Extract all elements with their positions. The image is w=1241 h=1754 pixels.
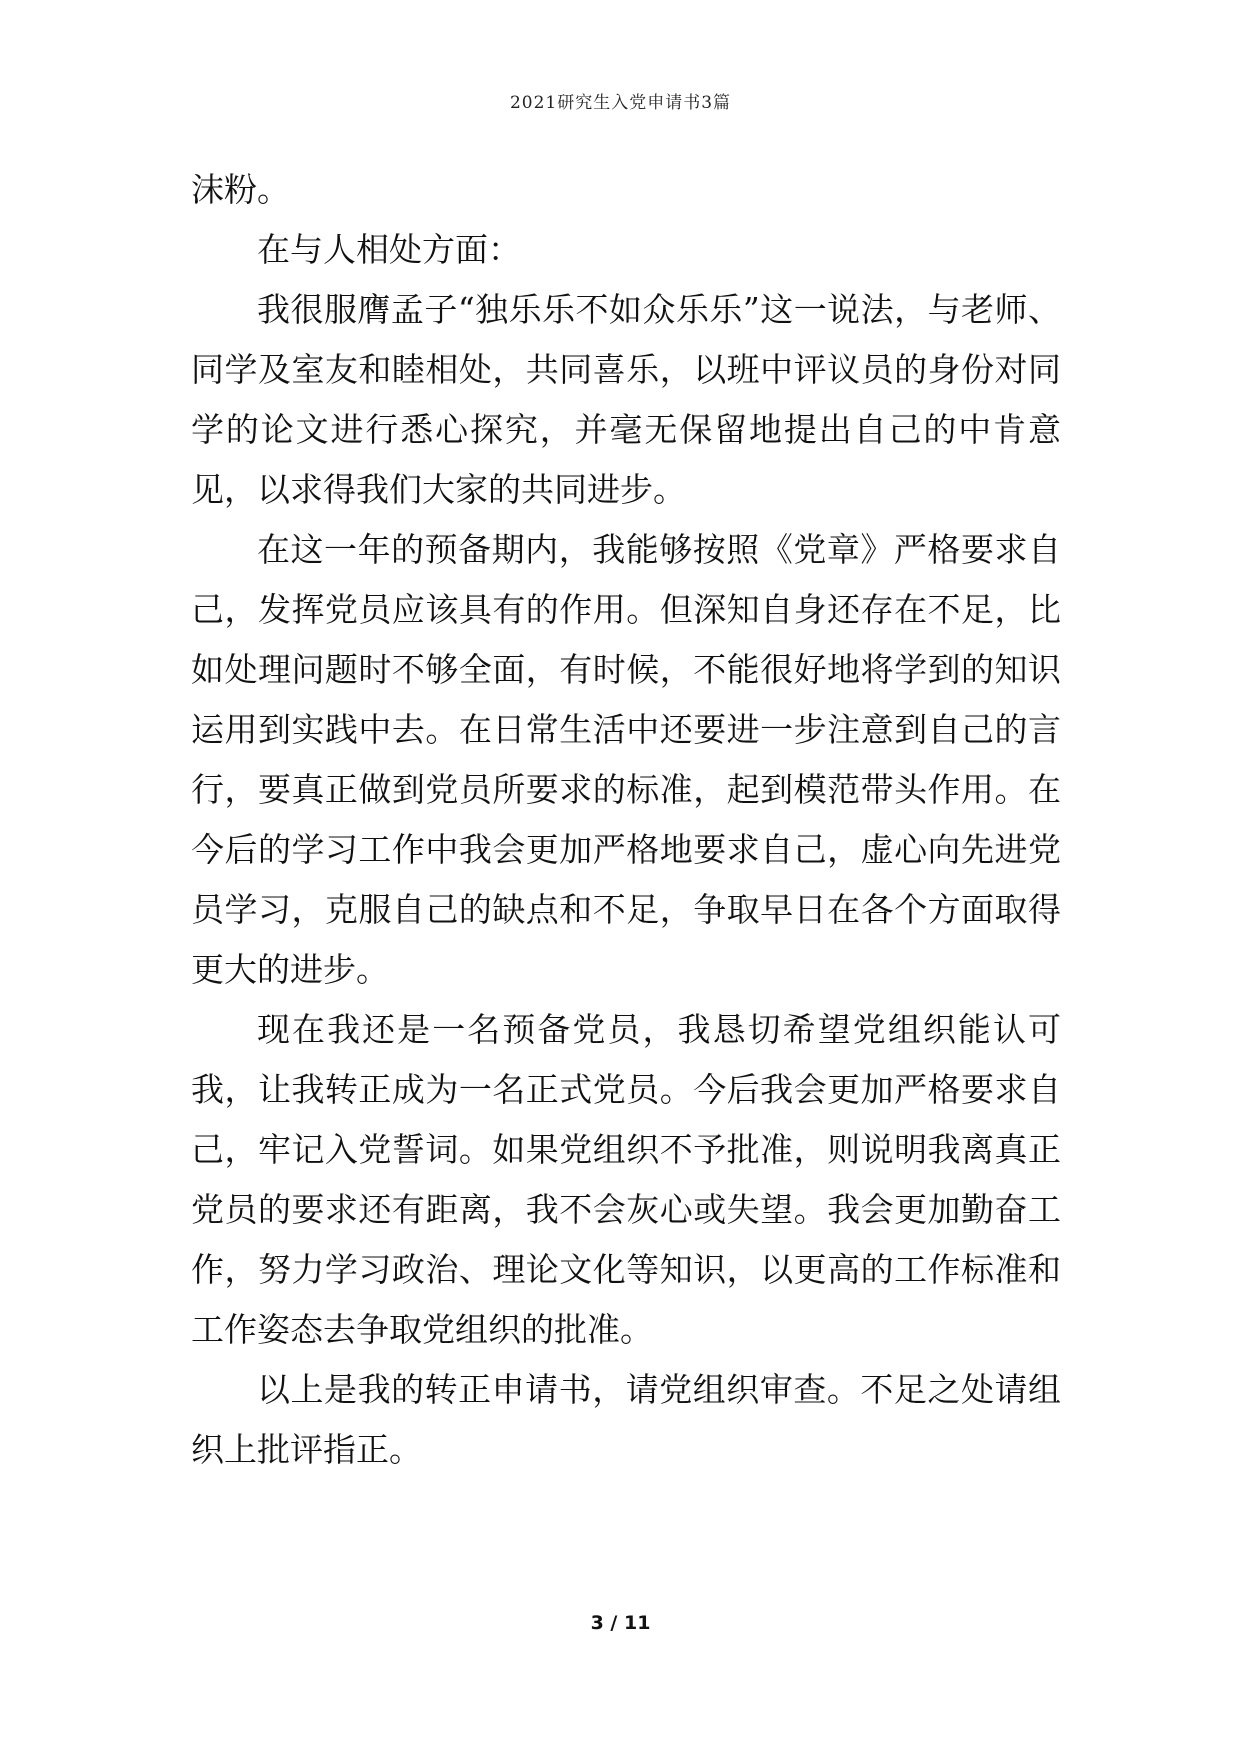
paragraph-probation-reflection: 在这一年的预备期内，我能够按照《党章》严格要求自己，发挥党员应该具有的作用。但深知自身还存在不足，比如处理问题时不够全面，有时候，不能很好地将学到的知识运用到实践中去。在日常生活中还要进一步注意到自己的言行，要真正做到党员所要求的标准，起到模范带头作用。在今后的学习工作中我会更加严格地要求自己，虚心向先进党员学习，克服自己的缺点和不足，争取早日在各个方面取得更大的进步。 [191, 530, 1061, 989]
page-number: 3 / 11 [590, 1612, 651, 1634]
paragraph-closing: 以上是我的转正申请书，请党组织审查。不足之处请组织上批评指正。 [191, 1370, 1061, 1469]
document-body [191, 160, 1061, 1480]
paragraph-section-heading: 在与人相处方面： [257, 230, 521, 269]
paragraph-continuation: 沫粉。 [191, 170, 290, 209]
document-header-title: 2021研究生入党申请书3篇 [509, 93, 732, 113]
paragraph-relations: 我很服膺孟子“独乐乐不如众乐乐”这一说法，与老师、同学及室友和睦相处，共同喜乐，以班中评议员的身份对同学的论文进行悉心探究，并毫无保留地提出自己的中肯意见，以求得我们大家的共同进步。 [191, 290, 1061, 509]
paragraph-request: 现在我还是一名预备党员，我恳切希望党组织能认可我，让我转正成为一名正式党员。今后我会更加严格要求自己，牢记入党誓词。如果党组织不予批准，则说明我离真正党员的要求还有距离，我不会灰心或失望。我会更加勤奋工作，努力学习政治、理论文化等知识，以更高的工作标准和工作姿态去争取党组织的批准。 [191, 1010, 1061, 1349]
